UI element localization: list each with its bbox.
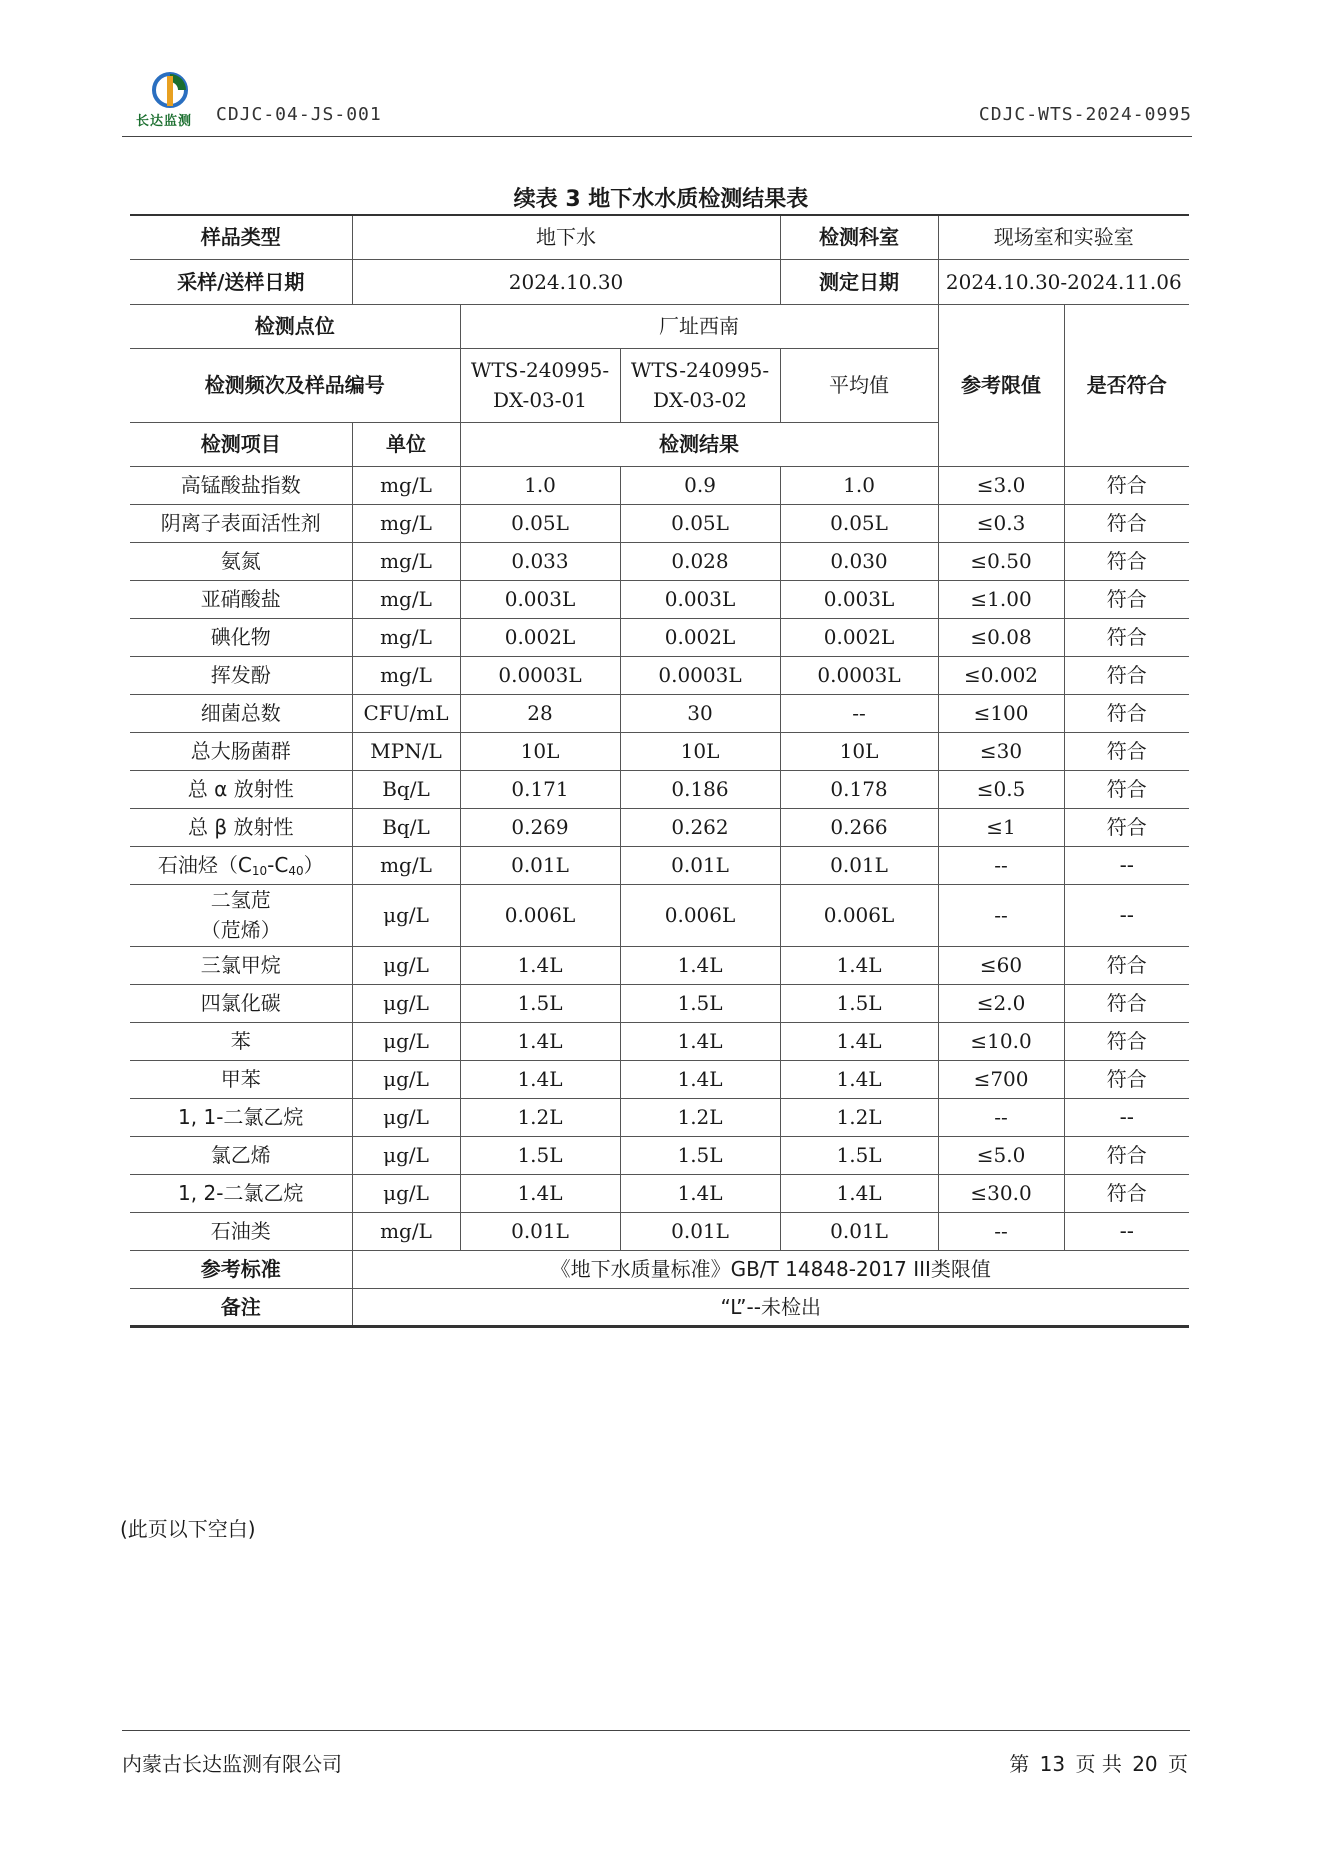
row-item	[130, 542, 352, 580]
row-sample-2: 30	[620, 694, 780, 732]
row-unit: mg/L	[352, 846, 460, 884]
row-sample-1: 10L	[460, 732, 620, 770]
row-item	[130, 580, 352, 618]
row-conform: --	[1064, 1212, 1189, 1250]
table-title: 续表 3 地下水水质检测结果表	[513, 187, 809, 212]
row-item	[130, 618, 352, 656]
page-mid: 页 共	[1075, 1752, 1122, 1776]
row-sample-1: 0.01L	[460, 1212, 620, 1250]
page-current: 13	[1039, 1752, 1066, 1776]
row-conform: 符合	[1064, 770, 1189, 808]
limit-header: 参考限值	[938, 304, 1064, 466]
row-sample-1: 1.4L	[460, 946, 620, 984]
info-row-1	[130, 215, 1189, 259]
row-item	[130, 846, 352, 884]
row-sample-2: 0.0003L	[620, 656, 780, 694]
row-limit: --	[938, 1212, 1064, 1250]
row-limit: ≤1	[938, 808, 1064, 846]
row-item-text: 挥发酚	[210, 663, 271, 687]
row-limit: ≤100	[938, 694, 1064, 732]
row-conform: 符合	[1064, 504, 1189, 542]
page-prefix: 第	[1009, 1752, 1030, 1776]
row-sample-1: 0.171	[460, 770, 620, 808]
sample-1-id-line1: WTS-240995-	[470, 358, 610, 382]
row-unit: μg/L	[352, 1174, 460, 1212]
table-row	[130, 466, 1189, 504]
row-item	[130, 884, 352, 946]
page-header	[122, 58, 1192, 138]
row-unit: mg/L	[352, 504, 460, 542]
table-row	[130, 1136, 1189, 1174]
row-unit: μg/L	[352, 984, 460, 1022]
note-value: “L”--未检出	[352, 1288, 1189, 1326]
row-item-text: 苯	[230, 1029, 251, 1053]
row-item-text: 二氢苊	[210, 888, 271, 912]
row-sample-2: 0.262	[620, 808, 780, 846]
row-sample-2: 1.4L	[620, 1060, 780, 1098]
row-item-text: 甲苯	[220, 1067, 261, 1091]
row-conform: 符合	[1064, 466, 1189, 504]
row-average: 0.030	[780, 542, 938, 580]
page-number	[1007, 1748, 1190, 1777]
average-header: 平均值	[780, 348, 938, 422]
row-sample-1: 0.006L	[460, 884, 620, 946]
row-sample-2: 0.006L	[620, 884, 780, 946]
row-unit: CFU/mL	[352, 694, 460, 732]
row-conform: 符合	[1064, 542, 1189, 580]
row-sample-1: 1.5L	[460, 1136, 620, 1174]
row-sample-1: 0.0003L	[460, 656, 620, 694]
row-conform: 符合	[1064, 1136, 1189, 1174]
row-limit: ≤60	[938, 946, 1064, 984]
sample-type-value: 地下水	[352, 215, 780, 259]
row-conform: 符合	[1064, 808, 1189, 846]
row-item-text: 总 β 放射性	[188, 815, 294, 839]
row-item	[130, 1060, 352, 1098]
row-conform: 符合	[1064, 1060, 1189, 1098]
conform-header: 是否符合	[1064, 304, 1189, 466]
row-average: 0.0003L	[780, 656, 938, 694]
row-sample-1: 1.4L	[460, 1174, 620, 1212]
row-average: 0.003L	[780, 580, 938, 618]
item-header: 检测项目	[130, 422, 352, 466]
row-sample-1: 0.01L	[460, 846, 620, 884]
row-conform: 符合	[1064, 694, 1189, 732]
row-item	[130, 466, 352, 504]
row-limit: ≤5.0	[938, 1136, 1064, 1174]
row-sample-1: 1.4L	[460, 1060, 620, 1098]
row-limit: ≤3.0	[938, 466, 1064, 504]
row-item-text: 1, 1-二氯乙烷	[178, 1105, 304, 1129]
table-row	[130, 1174, 1189, 1212]
row-limit: ≤700	[938, 1060, 1064, 1098]
table-row	[130, 542, 1189, 580]
standard-row	[130, 1250, 1189, 1288]
row-limit: ≤10.0	[938, 1022, 1064, 1060]
row-conform: 符合	[1064, 1174, 1189, 1212]
row-item-text: 石油烃$(C_{10}-C_{40})$	[157, 853, 324, 878]
test-date-label: 测定日期	[780, 259, 938, 304]
table-row	[130, 846, 1189, 884]
table-row	[130, 770, 1189, 808]
row-item	[130, 984, 352, 1022]
unit-header: 单位	[352, 422, 460, 466]
row-sample-2: 1.2L	[620, 1098, 780, 1136]
standard-value: 《地下水质量标准》GB/T 14848-2017 III类限值	[352, 1250, 1189, 1288]
row-average: 0.01L	[780, 1212, 938, 1250]
row-item	[130, 1022, 352, 1060]
row-sample-1: 0.003L	[460, 580, 620, 618]
table-row	[130, 694, 1189, 732]
sample-2-id-line1: WTS-240995-	[630, 358, 770, 382]
row-unit: mg/L	[352, 542, 460, 580]
freq-label: 检测频次及样品编号	[130, 348, 460, 422]
sample-2-id	[620, 348, 780, 422]
row-average: --	[780, 694, 938, 732]
row-limit: ≤30	[938, 732, 1064, 770]
row-item-text: 三氯甲烷	[200, 953, 281, 977]
row-limit: ≤0.002	[938, 656, 1064, 694]
row-item	[130, 656, 352, 694]
row-unit: μg/L	[352, 1022, 460, 1060]
row-limit: ≤0.5	[938, 770, 1064, 808]
row-sample-2: 0.01L	[620, 846, 780, 884]
row-sample-2: 0.003L	[620, 580, 780, 618]
row-conform: --	[1064, 1098, 1189, 1136]
row-item-text-2: （苊烯）	[200, 918, 281, 942]
row-unit: mg/L	[352, 1212, 460, 1250]
row-unit: μg/L	[352, 884, 460, 946]
sample-2-id-line2: DX-03-02	[653, 388, 747, 412]
row-average: 1.4L	[780, 1060, 938, 1098]
row-unit: mg/L	[352, 580, 460, 618]
row-conform: 符合	[1064, 732, 1189, 770]
row-conform: 符合	[1064, 580, 1189, 618]
company-name: 内蒙古长达监测有限公司	[122, 1752, 342, 1776]
header-divider	[122, 136, 1192, 137]
row-conform: 符合	[1064, 618, 1189, 656]
note-row	[130, 1288, 1189, 1326]
row-sample-2: 0.186	[620, 770, 780, 808]
row-unit: mg/L	[352, 656, 460, 694]
row-sample-1: 28	[460, 694, 620, 732]
table-row	[130, 504, 1189, 542]
row-sample-1: 1.4L	[460, 1022, 620, 1060]
row-sample-1: 0.269	[460, 808, 620, 846]
row-item	[130, 770, 352, 808]
row-item-text: 碘化物	[210, 625, 271, 649]
row-sample-2: 0.028	[620, 542, 780, 580]
page-suffix: 页	[1168, 1752, 1188, 1776]
row-item-text: 氨氮	[220, 549, 261, 573]
row-limit: --	[938, 1098, 1064, 1136]
row-limit: ≤2.0	[938, 984, 1064, 1022]
row-sample-2: 1.5L	[620, 984, 780, 1022]
row-sample-2: 0.002L	[620, 618, 780, 656]
row-item	[130, 1098, 352, 1136]
row-item	[130, 946, 352, 984]
results-header: 检测结果	[460, 422, 938, 466]
row-limit: --	[938, 846, 1064, 884]
table-row	[130, 618, 1189, 656]
row-limit: ≤0.3	[938, 504, 1064, 542]
row-sample-1: 1.5L	[460, 984, 620, 1022]
row-limit: ≤0.08	[938, 618, 1064, 656]
sampling-date-label: 采样/送样日期	[130, 259, 352, 304]
row-average: 1.5L	[780, 1136, 938, 1174]
row-item-text: 石油类	[210, 1219, 271, 1243]
info-row-2	[130, 259, 1189, 304]
row-conform: 符合	[1064, 656, 1189, 694]
sample-1-id	[460, 348, 620, 422]
footer-divider	[122, 1730, 1190, 1731]
row-unit: μg/L	[352, 1136, 460, 1174]
row-sample-2: 1.4L	[620, 946, 780, 984]
table-row	[130, 1098, 1189, 1136]
lab-value: 现场室和实验室	[938, 215, 1189, 259]
point-row	[130, 304, 1189, 348]
table-row	[130, 808, 1189, 846]
row-unit: μg/L	[352, 946, 460, 984]
row-sample-2: 0.9	[620, 466, 780, 504]
row-item-text: 阴离子表面活性剂	[160, 511, 321, 535]
row-sample-2: 0.05L	[620, 504, 780, 542]
row-item-text: 总大肠菌群	[190, 739, 291, 763]
row-average: 1.4L	[780, 1022, 938, 1060]
row-limit: ≤0.50	[938, 542, 1064, 580]
table-row	[130, 580, 1189, 618]
row-item	[130, 1212, 352, 1250]
row-conform: --	[1064, 884, 1189, 946]
row-item-text: 四氯化碳	[200, 991, 281, 1015]
table-row	[130, 984, 1189, 1022]
table-row	[130, 1022, 1189, 1060]
row-average: 10L	[780, 732, 938, 770]
row-item	[130, 808, 352, 846]
row-item-text: 总 α 放射性	[187, 777, 294, 801]
row-item-text: 高锰酸盐指数	[180, 473, 301, 497]
row-item	[130, 1136, 352, 1174]
row-conform: --	[1064, 846, 1189, 884]
table-row	[130, 884, 1189, 946]
row-average: 0.002L	[780, 618, 938, 656]
row-unit: mg/L	[352, 466, 460, 504]
row-unit: Bq/L	[352, 770, 460, 808]
row-unit: mg/L	[352, 618, 460, 656]
row-item-text: 细菌总数	[200, 701, 281, 725]
row-item-text: 1, 2-二氯乙烷	[178, 1181, 304, 1205]
row-unit: μg/L	[352, 1098, 460, 1136]
row-conform: 符合	[1064, 1022, 1189, 1060]
row-average: 0.01L	[780, 846, 938, 884]
results-table	[130, 214, 1189, 1328]
row-average: 1.2L	[780, 1098, 938, 1136]
report-number: CDJC-WTS-2024-0995	[978, 104, 1192, 125]
standard-label: 参考标准	[130, 1250, 352, 1288]
row-item	[130, 694, 352, 732]
row-sample-2: 1.4L	[620, 1022, 780, 1060]
row-item	[130, 1174, 352, 1212]
table-row	[130, 946, 1189, 984]
row-limit: --	[938, 884, 1064, 946]
row-item	[130, 504, 352, 542]
form-code: CDJC-04-JS-001	[216, 104, 382, 125]
row-limit: ≤1.00	[938, 580, 1064, 618]
row-unit: MPN/L	[352, 732, 460, 770]
row-conform: 符合	[1064, 946, 1189, 984]
row-average: 0.178	[780, 770, 938, 808]
row-conform: 符合	[1064, 984, 1189, 1022]
table-row	[130, 656, 1189, 694]
row-limit: ≤30.0	[938, 1174, 1064, 1212]
row-average: 1.4L	[780, 946, 938, 984]
row-average: 0.266	[780, 808, 938, 846]
row-sample-2: 0.01L	[620, 1212, 780, 1250]
logo-text: 长达监测	[136, 114, 193, 129]
table-row	[130, 1212, 1189, 1250]
note-label: 备注	[130, 1288, 352, 1326]
row-average: 0.05L	[780, 504, 938, 542]
row-unit: Bq/L	[352, 808, 460, 846]
table-row	[130, 1060, 1189, 1098]
row-sample-2: 1.4L	[620, 1174, 780, 1212]
row-average: 1.4L	[780, 1174, 938, 1212]
lab-label: 检测科室	[780, 215, 938, 259]
row-unit: μg/L	[352, 1060, 460, 1098]
row-average: 1.5L	[780, 984, 938, 1022]
row-sample-1: 1.2L	[460, 1098, 620, 1136]
row-sample-1: 1.0	[460, 466, 620, 504]
test-date-value: 2024.10.30-2024.11.06	[938, 259, 1189, 304]
row-sample-2: 10L	[620, 732, 780, 770]
sampling-date-value: 2024.10.30	[352, 259, 780, 304]
blank-note: (此页以下空白)	[120, 1517, 256, 1541]
row-item-text: 亚硝酸盐	[200, 587, 281, 611]
sample-type-label: 样品类型	[130, 215, 352, 259]
row-sample-1: 0.033	[460, 542, 620, 580]
row-sample-1: 0.002L	[460, 618, 620, 656]
sample-1-id-line2: DX-03-01	[493, 388, 587, 412]
row-item-text: 氯乙烯	[210, 1143, 271, 1167]
point-value: 厂址西南	[460, 304, 938, 348]
page-total: 20	[1132, 1752, 1158, 1776]
table-row	[130, 732, 1189, 770]
row-average: 0.006L	[780, 884, 938, 946]
row-average: 1.0	[780, 466, 938, 504]
row-sample-2: 1.5L	[620, 1136, 780, 1174]
row-item	[130, 732, 352, 770]
point-label: 检测点位	[130, 304, 460, 348]
row-sample-1: 0.05L	[460, 504, 620, 542]
